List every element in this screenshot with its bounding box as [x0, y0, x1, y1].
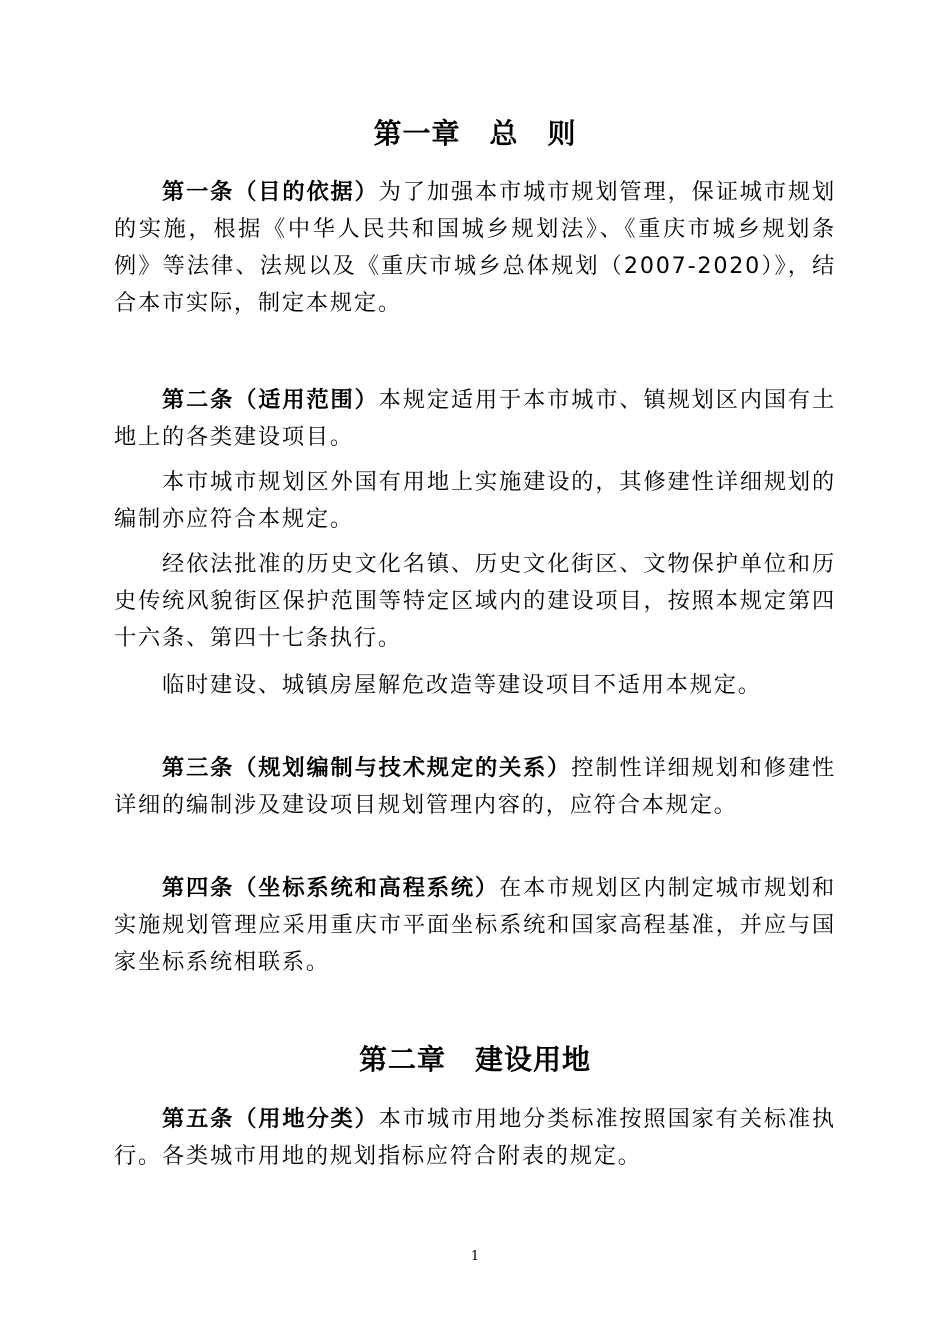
- article-5: [114, 1101, 836, 1175]
- article-1-heading: 第一条（目的依据）: [162, 179, 379, 205]
- article-2-heading: 第二条（适用范围）: [162, 387, 379, 413]
- article-4-body: 在本市规划区内制定城市规划和实施规划管理应采用重庆市平面坐标系统和国家高程基准，并应与国家坐标系统相联系。: [114, 875, 836, 975]
- article-4-heading: 第四条（坐标系统和高程系统）: [162, 875, 500, 901]
- article-2-paragraph-3: 经依法批准的历史文化名镇、历史文化街区、文物保护单位和历史传统风貌街区保护范围等特定区域内的建设项目，按照本规定第四十六条、第四十七条执行。: [114, 551, 836, 651]
- article-2-paragraph-2: 本市城市规划区外国有用地上实施建设的，其修建性详细规划的编制亦应符合本规定。: [114, 469, 836, 532]
- article-5-heading: 第五条（用地分类）: [162, 1106, 379, 1132]
- article-2: [114, 382, 836, 456]
- article-3-heading: 第三条（规划编制与技术规定的关系）: [162, 755, 572, 781]
- article-3: [114, 750, 836, 824]
- chapter-1-title: 第一章 总 则: [373, 117, 577, 150]
- article-5-body: 本市城市用地分类标准按照国家有关标准执行。各类城市用地的规划指标应符合附表的规定。: [114, 1106, 836, 1169]
- article-3-body: 控制性详细规划和修建性详细的编制涉及建设项目规划管理内容的，应符合本规定。: [114, 755, 836, 818]
- chapter-2-title: 第二章 建设用地: [358, 1043, 591, 1076]
- article-2-body: 本规定适用于本市城市、镇规划区内国有土地上的各类建设项目。: [114, 387, 836, 450]
- article-2-paragraph-4: 临时建设、城镇房屋解危改造等建设项目不适用本规定。: [162, 672, 762, 698]
- page-number: 1: [470, 1249, 480, 1264]
- article-4: [114, 870, 836, 981]
- article-1-body: 为了加强本市城市规划管理，保证城市规划的实施，根据《中华人民共和国城乡规划法》、《重庆市城乡规划条例》等法律、法规以及《重庆市城乡总体规划（2007-2020）》，结合本市实际，制定本规定。: [114, 179, 836, 316]
- article-1: [114, 174, 836, 322]
